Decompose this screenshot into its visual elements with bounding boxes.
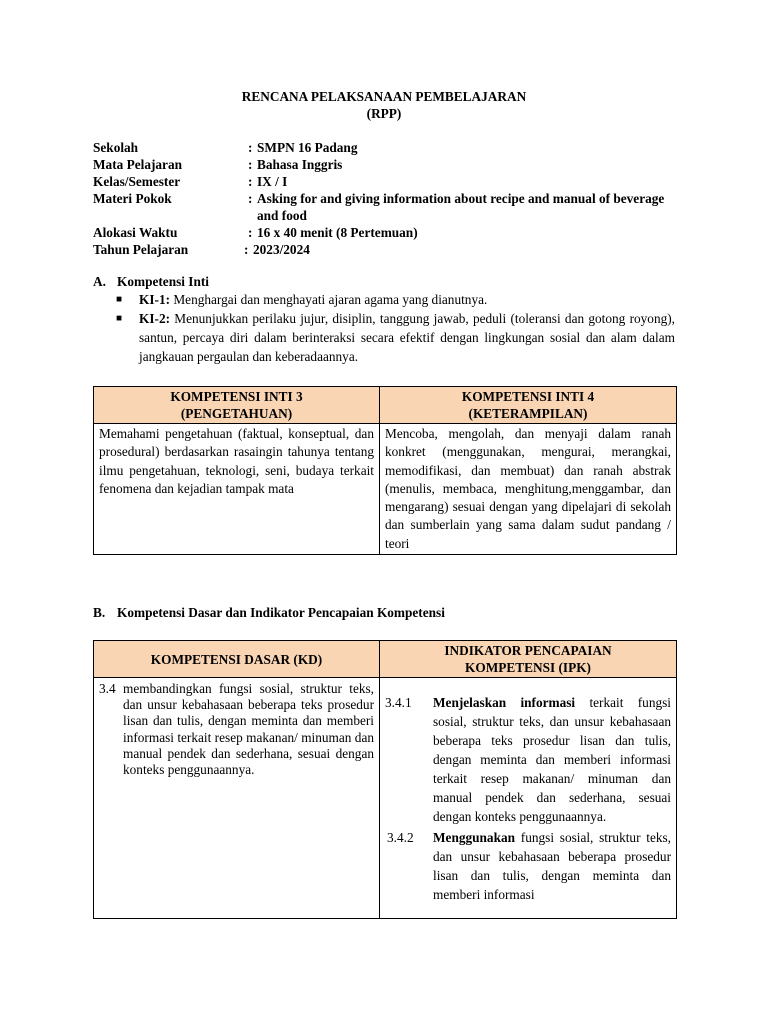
ki-text: Menghargai dan menghayati ajaran agama yang dianutnya. (170, 292, 488, 307)
table-row (94, 424, 677, 555)
table-header-row (94, 641, 677, 678)
bullet-square-icon: ■ (116, 294, 123, 305)
info-row-alokasi-waktu (93, 224, 683, 241)
kd-text: membandingkan fungsi sosial, struktur teks, dan unsur kebahasaan beberapa teks prosedur lisan dan tulis, dengan meminta dan memberi informasi terkait resep makanan/ minuman dan manual pendek dan sederhana, sesuai dengan konteks penggunaannya. (123, 681, 374, 778)
info-colon: : (244, 242, 249, 257)
ki3-header: KOMPETENSI INTI 3 (PENGETAHUAN) (94, 387, 380, 424)
info-colon: : (248, 191, 253, 206)
info-value: Asking for and giving information about recipe and manual of beverage and food (257, 191, 665, 223)
ki-item (93, 309, 675, 366)
info-label: Materi Pokok (93, 191, 172, 206)
info-value: 2023/2024 (253, 242, 310, 257)
kd-header: KOMPETENSI DASAR (KD) (94, 641, 380, 678)
kd-ipk-table (93, 640, 677, 919)
section-heading (93, 273, 675, 290)
section-letter: B. (93, 605, 106, 620)
document-title (0, 88, 768, 122)
ipk-cell (380, 678, 677, 919)
ipk-text: terkait fungsi sosial, struktur teks, dan unsur kebahasaan beberapa teks prosedur lisan dan tulis, dengan meminta dan memberi informasi terkait resep makanan/ minuman dan manual pendek dan sederhana, sesuai dengan konteks penggunaannya. (433, 695, 671, 824)
ki4-header: KOMPETENSI INTI 4 (KETERAMPILAN) (380, 387, 677, 424)
info-row-sekolah (93, 139, 683, 156)
kd-cell (94, 678, 380, 919)
ipk-verb: Menggunakan (433, 830, 516, 845)
ki-code: KI-1: (139, 292, 171, 307)
info-value: IX / I (257, 174, 288, 189)
table-header-row (94, 387, 677, 424)
info-label: Alokasi Waktu (93, 225, 178, 240)
info-row-tahun-pelajaran (93, 241, 683, 258)
info-label: Mata Pelajaran (93, 157, 182, 172)
section-kompetensi-inti (93, 273, 675, 366)
info-value: 16 x 40 menit (8 Pertemuan) (257, 225, 418, 240)
ki-code: KI-2: (139, 311, 171, 326)
section-title: Kompetensi Dasar dan Indikator Pencapaian Kompetensi (117, 605, 445, 620)
identity-block (93, 139, 683, 258)
info-label: Tahun Pelajaran (93, 242, 189, 257)
info-label: Kelas/Semester (93, 174, 181, 189)
ipk-item (385, 693, 671, 826)
ki-item (93, 290, 675, 309)
kompetensi-inti-table (93, 386, 677, 555)
ipk-number: 3.4.1 (385, 695, 412, 710)
ki-list (93, 290, 675, 366)
section-kd-ipk-heading (93, 604, 445, 621)
kd-number: 3.4 (99, 681, 116, 696)
info-row-materi-pokok (93, 190, 683, 224)
ki-text: Menunjukkan perilaku jujur, disiplin, tanggung jawab, peduli (toleransi dan gotong royong), santun, percaya diri dalam berinteraksi secara efektif dengan lingkungan sosial dan alam dalam jangkauan pergaulan dan keberadaannya. (139, 311, 675, 364)
section-title: Kompetensi Inti (117, 274, 209, 289)
ki4-cell: Mencoba, mengolah, dan menyaji dalam ranah konkret (menggunakan, mengurai, merangkai, memodifikasi, dan membuat) dan ranah abstrak (menulis, membaca, menghitung,menggambar, dan mengarang) sesuai dengan yang dipelajari di sekolah dan sumberlain yang sama dalam sudut pandang / teori (380, 424, 677, 555)
ipk-header: INDIKATOR PENCAPAIAN KOMPETENSI (IPK) (380, 641, 677, 678)
info-label: Sekolah (93, 140, 139, 155)
info-value: Bahasa Inggris (257, 157, 343, 172)
ki3-cell: Memahami pengetahuan (faktual, konseptual, dan prosedural) berdasarkan rasaingin tahunya tentang ilmu pengetahuan, teknologi, seni, budaya terkait fenomena dan kejadian tampak mata (94, 424, 380, 555)
ipk-text: fungsi sosial, struktur teks, dan unsur kebahasaan beberapa prosedur lisan dan tulis, dengan meminta dan memberi informasi (433, 830, 671, 902)
info-colon: : (248, 225, 253, 240)
info-colon: : (248, 157, 253, 172)
title-line-1: RENCANA PELAKSANAAN PEMBELAJARAN (241, 89, 527, 104)
ipk-verb: Menjelaskan informasi (433, 695, 576, 710)
title-line-2: (RPP) (366, 106, 402, 121)
kd-item (99, 681, 374, 778)
bullet-square-icon: ■ (116, 313, 123, 324)
section-letter: A. (93, 274, 106, 289)
info-colon: : (248, 174, 253, 189)
info-value: SMPN 16 Padang (257, 140, 358, 155)
info-row-mata-pelajaran (93, 156, 683, 173)
table-row (94, 678, 677, 919)
info-colon: : (248, 140, 253, 155)
ipk-item (385, 828, 671, 904)
ipk-number: 3.4.2 (387, 830, 414, 845)
info-row-kelas-semester (93, 173, 683, 190)
